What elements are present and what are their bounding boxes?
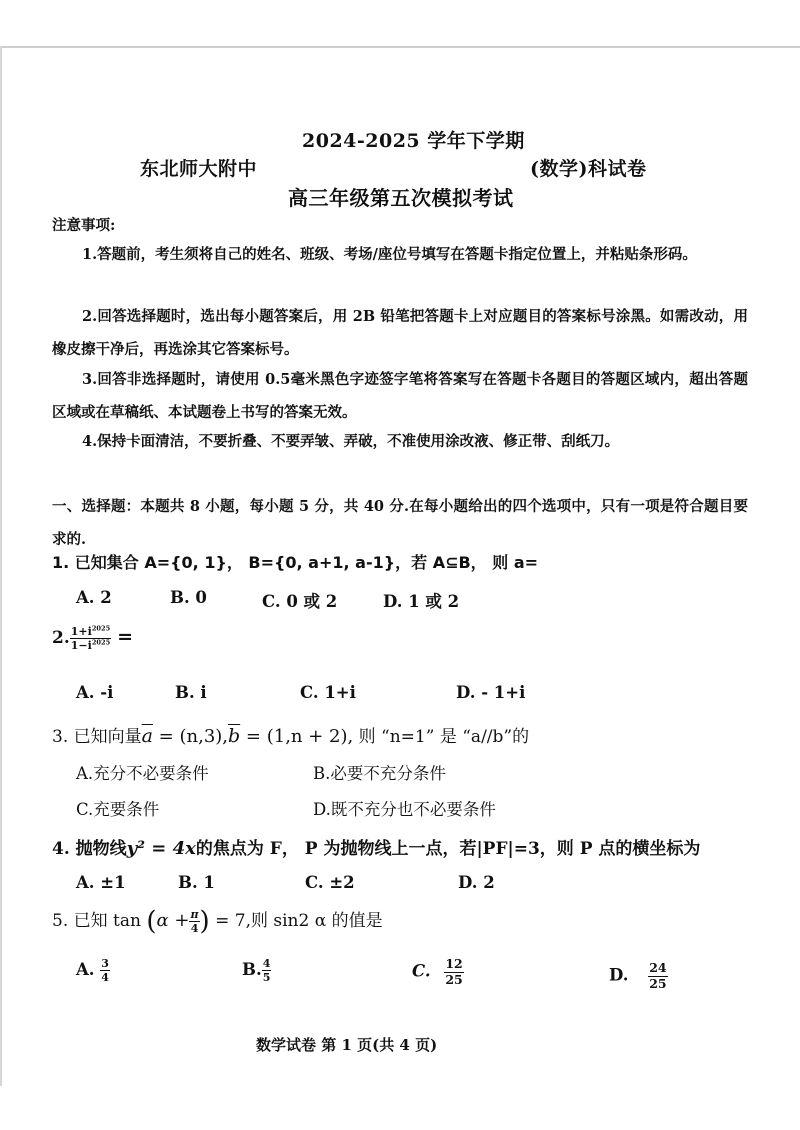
- q2-numerator: 1+i: [70, 625, 92, 638]
- question-2-stem: [52, 626, 133, 651]
- page-border-top: [0, 46, 800, 48]
- q3-vector-a: $\overline{a}$: [141, 725, 153, 747]
- exam-term: 2024-2025 学年下学期: [302, 130, 525, 152]
- school-name: 东北师大附中: [140, 158, 258, 180]
- q1-option-d: D. 1 或 2: [383, 592, 460, 611]
- q1-option-a: A. 2: [76, 588, 112, 607]
- q5-prefix: 5. 已知 tan: [52, 911, 141, 931]
- q5-option-d-label: D.: [609, 965, 629, 985]
- q5-option-a-fraction: [100, 958, 110, 983]
- q4-option-c: C. ±2: [305, 873, 355, 892]
- q3-option-a: A.充分不必要条件: [76, 764, 209, 783]
- note-item-1: 1.答题前，考生须将自己的姓名、班级、考场/座位号填写在答题卡指定位置上，并粘贴条形码。: [82, 246, 697, 263]
- q5-pi: π: [190, 908, 199, 921]
- question-4-stem: [52, 834, 700, 859]
- question-1-stem: 1. 已知集合 A={0, 1}， B={0, a+1, a-1}，若 A⊆B， 则 a=: [52, 553, 539, 572]
- q2-number: 2.: [52, 628, 70, 648]
- q5-option-c-denominator: 25: [445, 971, 463, 987]
- q2-equals: =: [117, 626, 134, 648]
- q5-four: 4: [190, 922, 199, 935]
- q5-option-d: [609, 962, 668, 990]
- q2-option-c: C. 1+i: [300, 683, 356, 702]
- exam-title: 高三年级第五次模拟考试: [288, 186, 514, 210]
- q5-option-a-numerator: 3: [101, 957, 109, 970]
- q2-option-d: D. - 1+i: [456, 683, 526, 702]
- q5-pi-over-4: [189, 909, 199, 934]
- q2-option-b: B. i: [175, 683, 207, 702]
- q4-suffix: 的焦点为 F， P 为抛物线上一点，若|PF|=3，则 P 点的横坐标为: [195, 839, 701, 859]
- q4-option-a: A. ±1: [76, 873, 126, 892]
- q5-option-a-label: A.: [76, 960, 95, 979]
- q3-vector-a-expr: = (n,3),: [152, 726, 229, 747]
- q2-fraction: [70, 626, 111, 651]
- note-item-4: 4.保持卡面清洁，不要折叠、不要弄皱、弄破，不准使用涂改液、修正带、刮纸刀。: [82, 433, 620, 450]
- q5-option-c-fraction: [444, 958, 463, 986]
- page-border-left: [0, 46, 2, 1086]
- q5-option-c-label: C.: [412, 961, 431, 981]
- q5-left-paren: (: [146, 906, 157, 937]
- q3-suffix: 则 “n=1” 是 “a//b”的: [353, 727, 530, 747]
- notes-title: 注意事项:: [52, 217, 116, 234]
- q5-option-c-numerator: 12: [445, 956, 463, 971]
- q5-option-b: [242, 958, 271, 983]
- q3-vector-b: $\overline{b}$: [228, 725, 241, 747]
- q5-option-b-denominator: 5: [262, 971, 271, 984]
- q1-option-c: C. 0 或 2: [262, 592, 338, 611]
- q5-option-b-fraction: [262, 958, 272, 983]
- q5-option-d-denominator: 25: [649, 975, 667, 991]
- q5-option-d-fraction: [648, 962, 667, 990]
- question-3-stem: [52, 722, 529, 747]
- q3-prefix: 3. 已知向量: [52, 727, 142, 747]
- subject-title: (数学)科试卷: [530, 158, 647, 180]
- page-footer: 数学试卷 第 1 页(共 4 页): [256, 1036, 438, 1054]
- q1-option-b: B. 0: [170, 588, 207, 607]
- q4-option-b: B. 1: [178, 873, 215, 892]
- q5-option-b-numerator: 4: [262, 957, 271, 970]
- q4-math: y² = 4x: [126, 838, 196, 859]
- q5-option-c: [412, 958, 464, 986]
- q3-option-d: D.既不充分也不必要条件: [313, 800, 496, 819]
- note-item-2: 2.回答选择题时，选出每小题答案后，用 2B 铅笔把答题卡上对应题目的答案标号涂黑。如需改动，用橡皮擦干净后，再选涂其它答案标号。: [52, 308, 748, 358]
- q4-prefix: 4. 抛物线: [52, 839, 127, 859]
- q5-option-b-label: B.: [242, 960, 262, 979]
- question-5-stem: [52, 906, 383, 935]
- q3-vector-b-expr: = (1,n + 2),: [240, 726, 354, 747]
- q5-alpha: α +: [156, 910, 190, 931]
- q5-option-a-denominator: 4: [101, 971, 109, 984]
- q2-denominator: 1−i: [70, 639, 92, 652]
- q5-option-d-numerator: 24: [649, 960, 667, 975]
- q3-option-b: B.必要不充分条件: [313, 764, 446, 783]
- q3-option-c: C.充要条件: [76, 800, 160, 819]
- section-title: 一、选择题：本题共 8 小题，每小题 5 分，共 40 分.在每小题给出的四个选项中，只有一项是符合题目要求的.: [52, 498, 748, 548]
- q4-option-d: D. 2: [458, 873, 495, 892]
- q5-after: = 7,则 sin2 α 的值是: [209, 911, 383, 931]
- q2-denominator-exponent: 2025: [91, 638, 111, 647]
- note-item-3: 3.回答非选择题时，请使用 0.5毫米黑色字迹签字笔将答案写在答题卡各题目的答题区域内，超出答题区域或在草稿纸、本试题卷上书写的答案无效。: [52, 371, 748, 421]
- q2-option-a: A. -i: [76, 683, 114, 702]
- q5-option-a: [76, 958, 110, 983]
- q5-right-paren: ): [199, 906, 210, 937]
- q2-numerator-exponent: 2025: [91, 624, 111, 633]
